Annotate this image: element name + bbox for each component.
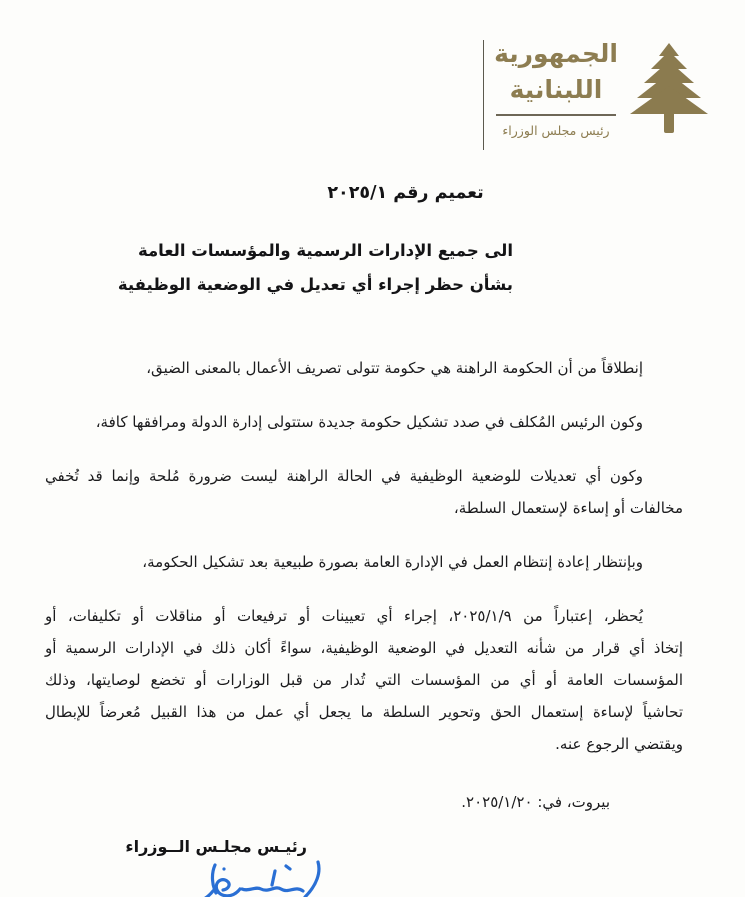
paragraph-line: وبإنتظار إعادة إنتظام العمل في الإدارة العامة بصورة طبيعية بعد تشكيل الحكومة، [142, 553, 643, 571]
signature-title: رئيـس مجلـس الــوزراء [125, 837, 307, 856]
letterhead [483, 36, 711, 150]
body-paragraph [45, 546, 683, 578]
body-text [45, 352, 683, 760]
paragraph-line: وكون الرئيس المُكلف في صدد تشكيل حكومة جديدة ستتولى إدارة الدولة ومرافقها كافة، [95, 413, 643, 431]
cedar-icon [628, 36, 710, 134]
republic-name-line1: الجمهورية [494, 39, 618, 68]
paragraph-line: وكون أي تعديلات للوضعية الوظيفية في الحالة الراهنة ليست ضرورة مُلحة وإنما قد تُخفي [45, 467, 643, 485]
letterhead-text-block [494, 36, 618, 138]
date-line: بيروت، في: ٢٠٢٥/١/٢٠. [461, 793, 610, 811]
letterhead-vertical-rule [483, 40, 485, 150]
paragraph-line: إنطلاقاً من أن الحكومة الراهنة هي حكومة تتولى تصريف الأعمال بالمعنى الضيق، [146, 359, 643, 377]
paragraph-line: مخالفات أو إساءة لإستعمال السلطة، [453, 499, 683, 517]
letterhead-divider [496, 114, 615, 116]
recipients-line: الى جميع الإدارات الرسمية والمؤسسات العامة [137, 241, 513, 260]
body-paragraph [45, 600, 683, 760]
paragraph-line: يُحظر، إعتباراً من ٢٠٢٥/١/٩، إجراء أي تعيينات أو ترفيعات أو مناقلات أو تكليفات، أو [45, 607, 643, 625]
paragraph-line: المؤسسات العامة أو أي من المؤسسات التي تُدار من قبل الوزارات أو تخضع لوصايتها، وذلك [45, 671, 683, 689]
paragraph-line: إتخاذ أي قرار من شأنه التعديل في الوضعية الوظيفية، سواءً أكان ذلك في الإدارات الرسمية أو [45, 639, 683, 657]
office-title: رئيس مجلس الوزراء [502, 123, 610, 138]
body-paragraph [45, 460, 683, 524]
body-paragraph [45, 406, 683, 438]
circular-title: تعميم رقم ٢٠٢٥/١ [327, 183, 484, 203]
subject-line: بشأن حظر إجراء أي تعديل في الوضعية الوظيفية [117, 275, 513, 294]
body-paragraph [45, 352, 683, 384]
heading-block [0, 234, 513, 302]
paragraph-line: تحاشياً لإساءة إستعمال الحق وتحوير السلطة ما يجعل أي عمل من هذا القبيل مُعرضاً للإبطال [45, 703, 683, 721]
republic-name-line2: اللبنانية [509, 75, 603, 104]
paragraph-line: ويقتضي الرجوع عنه. [555, 735, 683, 753]
signature-icon [125, 860, 325, 897]
